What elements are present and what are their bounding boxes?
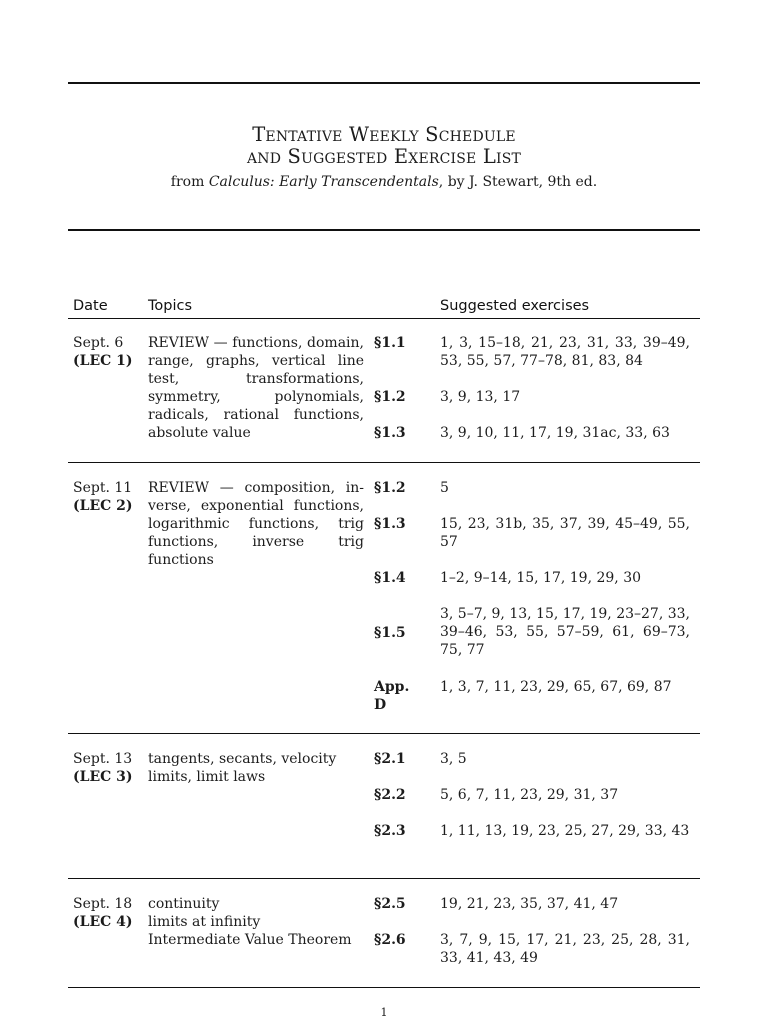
exercise-list: 3, 7, 9, 15, 17, 21, 23, 25, 28, 31, 33, 41, 43, 49 [440,932,690,966]
exercise-list: 1–2, 9–14, 15, 17, 19, 29, 30 [440,570,642,586]
row-lecture: (LEC 2) [73,498,133,514]
exercise-list: 3, 5–7, 9, 13, 15, 17, 19, 23–27, 33, 39–46, 53, 55, 57–59, 61, 69–73, 75, 77 [440,606,690,658]
section-label: §2.1 [374,751,406,767]
column-header-topics: Topics [148,298,193,314]
section-label: §1.1 [374,335,406,351]
section-label: §1.5 [374,625,406,641]
row-topics-line: limits at infinity [148,914,261,930]
column-header-exercises: Suggested exercises [440,298,590,314]
exercise-list: 1, 3, 15–18, 21, 23, 31, 33, 39–49, 53, 55, 57, 77–78, 81, 83, 84 [440,335,690,369]
row-topics-line: limits, limit laws [148,769,266,785]
row-topics-line: tangents, secants, velocity [148,751,337,767]
row-date: Sept. 6 [73,335,124,351]
row-date: Sept. 13 [73,751,133,767]
subtitle [68,172,700,192]
subtitle-prefix: from [170,174,209,190]
header-rule [68,318,700,319]
row-topics-line: continuity [148,896,220,912]
row-divider [68,878,700,879]
section-label: §2.5 [374,896,406,912]
row-divider [68,987,700,988]
section-label: §2.3 [374,823,406,839]
section-label: §1.2 [374,480,406,496]
section-label: §1.3 [374,425,406,441]
row-topics-line: Intermediate Value Theorem [148,932,352,948]
exercise-list: 3, 9, 13, 17 [440,389,521,405]
section-label: §1.4 [374,570,406,586]
page-number: 1 [380,1006,388,1019]
exercise-list: 3, 9, 10, 11, 17, 19, 31ac, 33, 63 [440,425,670,441]
row-date: Sept. 18 [73,896,133,912]
title-block [68,124,700,192]
exercise-list: 15, 23, 31b, 35, 37, 39, 45–49, 55, 57 [440,516,690,550]
section-label: App. D [374,679,410,713]
row-divider [68,462,700,463]
title-bottom-rule [68,229,700,231]
section-label: §2.6 [374,932,406,948]
exercise-list: 1, 11, 13, 19, 23, 25, 27, 29, 33, 43 [440,823,690,839]
row-divider [68,733,700,734]
row-date: Sept. 11 [73,480,133,496]
exercise-list: 5, 6, 7, 11, 23, 29, 31, 37 [440,787,619,803]
row-lecture: (LEC 1) [73,353,133,369]
title-line-1: Tentative Weekly Schedule [252,123,516,146]
section-label: §2.2 [374,787,406,803]
top-rule [68,82,700,84]
subtitle-suffix: , by J. Stewart, 9th ed. [438,174,598,190]
section-label: §1.2 [374,389,406,405]
exercise-list: 19, 21, 23, 35, 37, 41, 47 [440,896,619,912]
section-label: §1.3 [374,516,406,532]
row-topics: REVIEW — composition, inverse, exponential functions, logarithmic functions, trig functions, inverse trig functions [148,480,364,568]
row-lecture: (LEC 4) [73,914,133,930]
row-lecture: (LEC 3) [73,769,133,785]
book-title: Calculus: Early Transcendentals [208,174,439,190]
exercise-list: 1, 3, 7, 11, 23, 29, 65, 67, 69, 87 [440,679,672,695]
exercise-list: 5 [440,480,449,496]
column-header-date: Date [73,298,108,314]
title-line-2: and Suggested Exercise List [246,145,522,168]
exercise-list: 3, 5 [440,751,467,767]
row-topics: REVIEW — functions, domain, range, graphs, vertical line test, transformations, symmetry, polynomials, radicals, rational functions, absolute value [148,335,364,441]
